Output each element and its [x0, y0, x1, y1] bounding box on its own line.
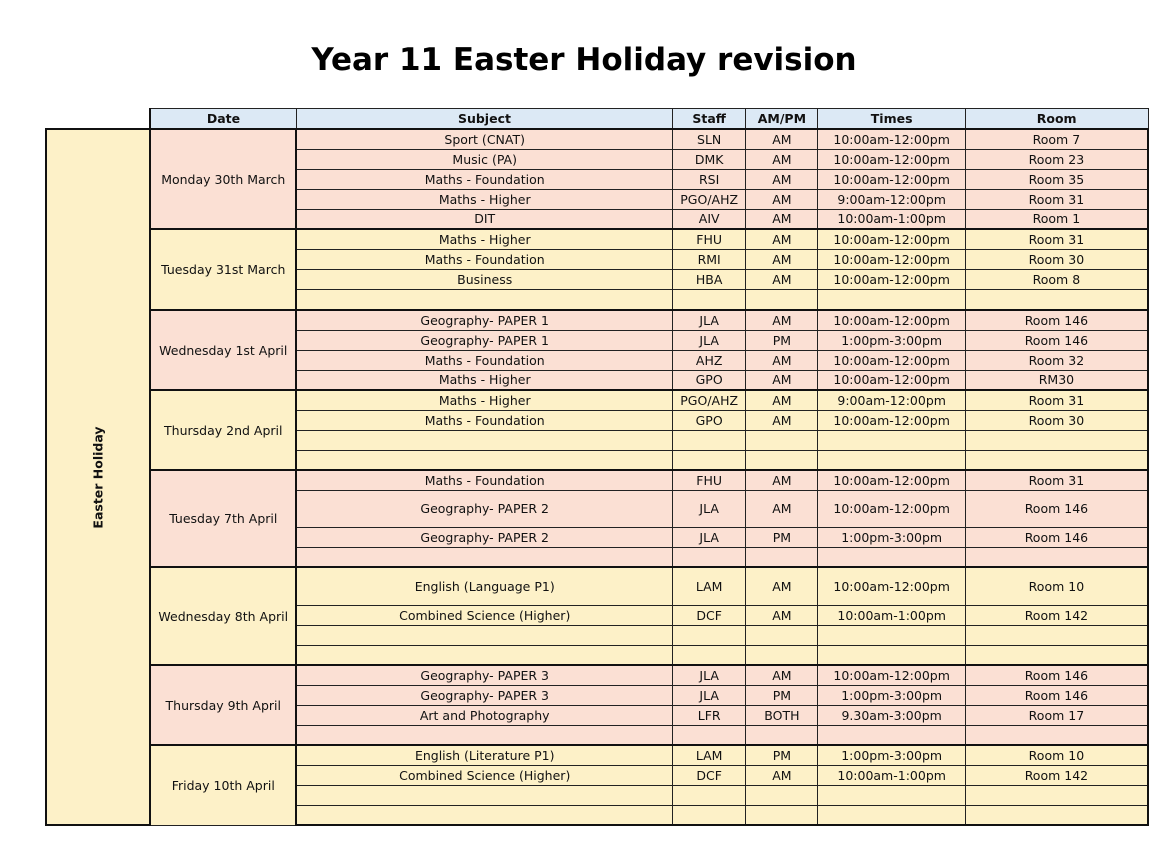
table-row — [46, 470, 1148, 490]
ampm-cell — [746, 289, 818, 310]
ampm-cell: PM — [746, 330, 818, 350]
room-cell: Room 146 — [965, 527, 1148, 547]
ampm-cell: AM — [746, 310, 818, 330]
ampm-cell: AM — [746, 410, 818, 430]
subject-cell: Business — [296, 269, 672, 289]
date-cell: Wednesday 1st April — [150, 310, 296, 390]
ampm-cell — [746, 645, 818, 665]
staff-cell: PGO/AHZ — [673, 189, 746, 209]
times-cell: 10:00am-12:00pm — [818, 567, 965, 605]
side-label: Easter Holiday — [90, 425, 106, 529]
times-cell: 10:00am-12:00pm — [818, 350, 965, 370]
corner-cell — [46, 109, 150, 130]
room-cell — [965, 625, 1148, 645]
table-row — [46, 310, 1148, 330]
room-cell: Room 146 — [965, 310, 1148, 330]
subject-cell: Geography- PAPER 2 — [296, 490, 672, 527]
staff-cell: JLA — [673, 490, 746, 527]
staff-cell: GPO — [673, 370, 746, 390]
subject-cell: Geography- PAPER 3 — [296, 665, 672, 685]
staff-cell: FHU — [673, 229, 746, 249]
times-cell: 10:00am-12:00pm — [818, 169, 965, 189]
date-cell: Tuesday 7th April — [150, 470, 296, 567]
subject-cell: Combined Science (Higher) — [296, 605, 672, 625]
times-cell: 9:00am-12:00pm — [818, 189, 965, 209]
subject-cell: Maths - Higher — [296, 370, 672, 390]
staff-cell — [673, 625, 746, 645]
staff-cell: LAM — [673, 567, 746, 605]
times-cell: 10:00am-12:00pm — [818, 490, 965, 527]
times-cell — [818, 645, 965, 665]
times-cell: 10:00am-1:00pm — [818, 765, 965, 785]
staff-cell: RSI — [673, 169, 746, 189]
room-cell — [965, 785, 1148, 805]
ampm-cell — [746, 785, 818, 805]
subject-cell — [296, 805, 672, 825]
subject-cell: English (Language P1) — [296, 567, 672, 605]
staff-cell — [673, 450, 746, 470]
times-cell: 1:00pm-3:00pm — [818, 527, 965, 547]
room-cell: Room 23 — [965, 149, 1148, 169]
ampm-cell — [746, 805, 818, 825]
times-cell: 10:00am-12:00pm — [818, 149, 965, 169]
room-cell — [965, 289, 1148, 310]
times-cell: 9.30am-3:00pm — [818, 705, 965, 725]
subject-cell: Maths - Foundation — [296, 249, 672, 269]
times-cell — [818, 625, 965, 645]
staff-cell: JLA — [673, 330, 746, 350]
subject-cell: Maths - Higher — [296, 390, 672, 410]
staff-cell — [673, 725, 746, 745]
times-cell: 10:00am-12:00pm — [818, 249, 965, 269]
header-times: Times — [818, 109, 965, 130]
ampm-cell: AM — [746, 665, 818, 685]
staff-cell: JLA — [673, 665, 746, 685]
ampm-cell: AM — [746, 490, 818, 527]
ampm-cell: AM — [746, 149, 818, 169]
ampm-cell: AM — [746, 370, 818, 390]
ampm-cell — [746, 547, 818, 567]
room-cell — [965, 547, 1148, 567]
staff-cell — [673, 430, 746, 450]
room-cell: Room 32 — [965, 350, 1148, 370]
date-cell: Friday 10th April — [150, 745, 296, 825]
ampm-cell: PM — [746, 745, 818, 765]
staff-cell — [673, 289, 746, 310]
times-cell — [818, 547, 965, 567]
staff-cell: AIV — [673, 209, 746, 229]
room-cell: Room 31 — [965, 390, 1148, 410]
ampm-cell: AM — [746, 209, 818, 229]
subject-cell: Geography- PAPER 2 — [296, 527, 672, 547]
date-cell: Thursday 2nd April — [150, 390, 296, 470]
ampm-cell: AM — [746, 229, 818, 249]
subject-cell — [296, 725, 672, 745]
subject-cell: Geography- PAPER 3 — [296, 685, 672, 705]
ampm-cell: BOTH — [746, 705, 818, 725]
room-cell: RM30 — [965, 370, 1148, 390]
table-row — [46, 229, 1148, 249]
ampm-cell: AM — [746, 390, 818, 410]
ampm-cell — [746, 430, 818, 450]
staff-cell: HBA — [673, 269, 746, 289]
page-title: Year 11 Easter Holiday revision — [311, 42, 857, 78]
ampm-cell — [746, 725, 818, 745]
staff-cell: RMI — [673, 249, 746, 269]
ampm-cell: AM — [746, 765, 818, 785]
staff-cell: LAM — [673, 745, 746, 765]
room-cell: Room 146 — [965, 665, 1148, 685]
staff-cell: FHU — [673, 470, 746, 490]
subject-cell: Art and Photography — [296, 705, 672, 725]
staff-cell: AHZ — [673, 350, 746, 370]
times-cell — [818, 430, 965, 450]
times-cell: 10:00am-1:00pm — [818, 209, 965, 229]
staff-cell: LFR — [673, 705, 746, 725]
staff-cell: JLA — [673, 685, 746, 705]
ampm-cell: AM — [746, 567, 818, 605]
room-cell: Room 31 — [965, 229, 1148, 249]
ampm-cell: AM — [746, 605, 818, 625]
table-row — [46, 567, 1148, 605]
subject-cell: English (Literature P1) — [296, 745, 672, 765]
subject-cell: Sport (CNAT) — [296, 129, 672, 149]
room-cell: Room 7 — [965, 129, 1148, 149]
ampm-cell: AM — [746, 269, 818, 289]
staff-cell: JLA — [673, 310, 746, 330]
subject-cell — [296, 645, 672, 665]
subject-cell — [296, 430, 672, 450]
timetable-body — [46, 129, 1148, 825]
room-cell: Room 30 — [965, 410, 1148, 430]
ampm-cell: AM — [746, 189, 818, 209]
subject-cell — [296, 450, 672, 470]
ampm-cell — [746, 625, 818, 645]
subject-cell: Geography- PAPER 1 — [296, 330, 672, 350]
table-row — [46, 390, 1148, 410]
header-room: Room — [965, 109, 1148, 130]
times-cell: 10:00am-12:00pm — [818, 370, 965, 390]
room-cell: Room 1 — [965, 209, 1148, 229]
subject-cell: Combined Science (Higher) — [296, 765, 672, 785]
header-date: Date — [150, 109, 296, 130]
table-row — [46, 665, 1148, 685]
staff-cell — [673, 645, 746, 665]
room-cell: Room 142 — [965, 765, 1148, 785]
room-cell — [965, 725, 1148, 745]
staff-cell: JLA — [673, 527, 746, 547]
room-cell: Room 8 — [965, 269, 1148, 289]
staff-cell — [673, 805, 746, 825]
times-cell: 9:00am-12:00pm — [818, 390, 965, 410]
side-label-cell — [46, 129, 150, 825]
ampm-cell — [746, 450, 818, 470]
times-cell — [818, 450, 965, 470]
staff-cell: DCF — [673, 765, 746, 785]
staff-cell: PGO/AHZ — [673, 390, 746, 410]
subject-cell: Maths - Higher — [296, 229, 672, 249]
subject-cell: Music (PA) — [296, 149, 672, 169]
subject-cell — [296, 785, 672, 805]
ampm-cell: AM — [746, 169, 818, 189]
room-cell: Room 142 — [965, 605, 1148, 625]
header-subject: Subject — [296, 109, 672, 130]
times-cell — [818, 289, 965, 310]
ampm-cell: AM — [746, 470, 818, 490]
table-row — [46, 745, 1148, 765]
room-cell: Room 30 — [965, 249, 1148, 269]
room-cell: Room 17 — [965, 705, 1148, 725]
times-cell: 10:00am-12:00pm — [818, 665, 965, 685]
room-cell — [965, 450, 1148, 470]
header-row — [46, 109, 1148, 130]
subject-cell: DIT — [296, 209, 672, 229]
room-cell — [965, 430, 1148, 450]
room-cell: Room 10 — [965, 745, 1148, 765]
subject-cell — [296, 289, 672, 310]
room-cell: Room 31 — [965, 189, 1148, 209]
revision-timetable — [45, 108, 1149, 826]
times-cell: 10:00am-12:00pm — [818, 229, 965, 249]
room-cell: Room 146 — [965, 330, 1148, 350]
times-cell: 10:00am-12:00pm — [818, 129, 965, 149]
times-cell: 10:00am-12:00pm — [818, 470, 965, 490]
date-cell: Monday 30th March — [150, 129, 296, 229]
room-cell: Room 31 — [965, 470, 1148, 490]
room-cell — [965, 645, 1148, 665]
room-cell: Room 35 — [965, 169, 1148, 189]
times-cell: 1:00pm-3:00pm — [818, 745, 965, 765]
ampm-cell: AM — [746, 350, 818, 370]
header-ampm: AM/PM — [746, 109, 818, 130]
room-cell: Room 146 — [965, 685, 1148, 705]
room-cell: Room 146 — [965, 490, 1148, 527]
times-cell — [818, 785, 965, 805]
subject-cell: Maths - Higher — [296, 189, 672, 209]
times-cell: 10:00am-12:00pm — [818, 410, 965, 430]
times-cell: 10:00am-12:00pm — [818, 269, 965, 289]
ampm-cell: PM — [746, 685, 818, 705]
staff-cell — [673, 547, 746, 567]
subject-cell — [296, 547, 672, 567]
subject-cell — [296, 625, 672, 645]
staff-cell: SLN — [673, 129, 746, 149]
room-cell: Room 10 — [965, 567, 1148, 605]
subject-cell: Maths - Foundation — [296, 410, 672, 430]
header-staff: Staff — [673, 109, 746, 130]
subject-cell: Maths - Foundation — [296, 350, 672, 370]
times-cell — [818, 725, 965, 745]
staff-cell: DMK — [673, 149, 746, 169]
staff-cell: GPO — [673, 410, 746, 430]
subject-cell: Maths - Foundation — [296, 470, 672, 490]
subject-cell: Geography- PAPER 1 — [296, 310, 672, 330]
staff-cell: DCF — [673, 605, 746, 625]
date-cell: Wednesday 8th April — [150, 567, 296, 665]
times-cell — [818, 805, 965, 825]
date-cell: Tuesday 31st March — [150, 229, 296, 310]
times-cell: 10:00am-12:00pm — [818, 310, 965, 330]
times-cell: 1:00pm-3:00pm — [818, 685, 965, 705]
staff-cell — [673, 785, 746, 805]
ampm-cell: AM — [746, 129, 818, 149]
times-cell: 1:00pm-3:00pm — [818, 330, 965, 350]
ampm-cell: PM — [746, 527, 818, 547]
room-cell — [965, 805, 1148, 825]
ampm-cell: AM — [746, 249, 818, 269]
date-cell: Thursday 9th April — [150, 665, 296, 745]
subject-cell: Maths - Foundation — [296, 169, 672, 189]
times-cell: 10:00am-1:00pm — [818, 605, 965, 625]
table-row — [46, 129, 1148, 149]
